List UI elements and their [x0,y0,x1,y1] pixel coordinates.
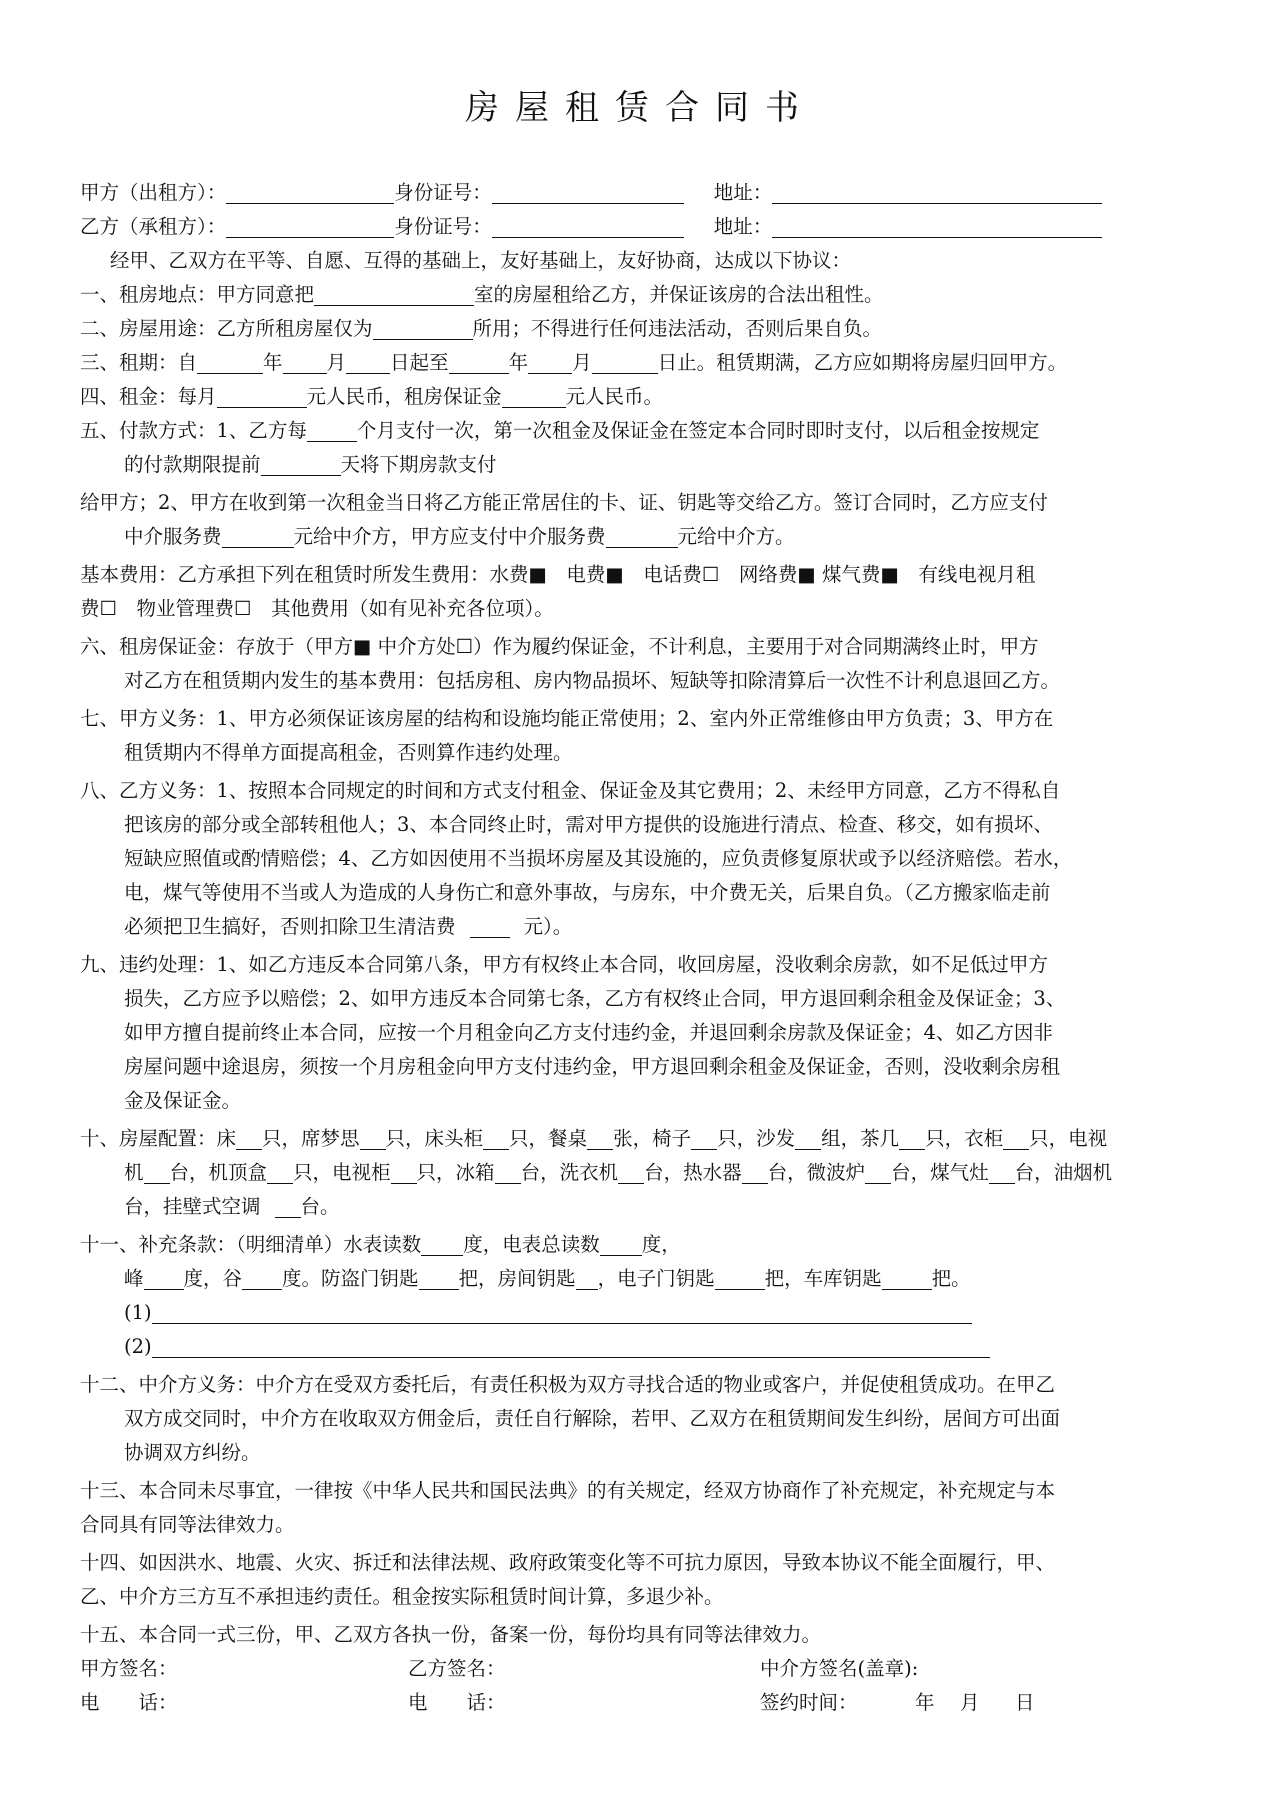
c11-room-key: 把，房间钥匙 [458,1267,576,1290]
sign-year-label: 年 [915,1691,935,1714]
usage-field[interactable] [373,315,473,340]
clause-3-month: 月 [326,351,347,374]
clause-5-text-a: 五、付款方式：1、乙方每 [80,419,307,442]
c11-power: 度，电表总读数 [463,1233,600,1256]
clause-10-line-3 [80,1190,1205,1224]
clause-6-line-2: 对乙方在租赁期内发生的基本费用：包括房租、房内物品损坏、短缺等扣除清算后一次性不计利息退回乙方。 [124,669,1061,692]
room-key-count-field[interactable] [576,1265,598,1290]
tea-table-count-field[interactable] [899,1125,925,1150]
door-key-count-field[interactable] [419,1265,459,1290]
c10-wardrobe: 只，衣柜 [925,1127,1004,1150]
party-a-phone-label[interactable]: 电 话： [80,1691,178,1714]
c10-nightstand: 只，床头柜 [385,1127,484,1150]
tv-cabinet-count-field[interactable] [391,1159,417,1184]
settop-count-field[interactable] [267,1159,293,1184]
clause-8-line-3: 短缺应照值或酌情赔偿；4、乙方如因使用不当损坏房屋及其设施的，应负责修复原状或予以经济赔偿。若水， [124,847,1073,870]
c10-bed: 十、房屋配置：床 [80,1127,237,1150]
clause-5-line-3: 给甲方；2、甲方在收到第一次租金当日将乙方能正常居住的卡、证、钥匙等交给乙方。签订合同时，乙方应支付 [80,491,1048,514]
fridge-count-field[interactable] [495,1159,521,1184]
monthly-rent-field[interactable] [217,383,307,408]
c10-washer: 台，洗衣机 [520,1161,619,1184]
party-b-address-field[interactable] [772,213,1102,238]
clause-7-line-2: 租赁期内不得单方面提高租金，否则算作违约处理。 [124,741,573,764]
table-count-field[interactable] [587,1125,613,1150]
c10-settop: 台，机顶盒 [169,1161,268,1184]
signature-row [80,1652,1205,1686]
clause-8-text-b: 元）。 [523,915,573,938]
clause-2-text-a: 二、房屋用途：乙方所租房屋仅为 [80,317,373,340]
clause-10-line-1 [80,1122,1205,1156]
cleaning-fee-field[interactable] [470,913,510,938]
clause-8-line-4: 电，煤气等使用不当或人为造成的人身伤亡和意外事故，与房东，中介费无关，后果自负。（乙方搬家临走前 [124,881,1051,904]
c11-peak: 峰 [124,1267,144,1290]
clause-9-line-4: 房屋问题中途退房，须按一个月房租金向甲方支付违约金，甲方退回剩余租金及保证金，否则，没收剩余房租 [124,1055,1061,1078]
clause-5-line-4 [80,520,1205,554]
tv-count-field[interactable] [144,1159,170,1184]
c10-tv: 只，电视 [1029,1127,1108,1150]
clause-9-line-2: 损失，乙方应予以赔偿；2、如甲方违反本合同第七条，乙方有权终止合同，甲方退回剩余租金及保证金；3、 [124,987,1066,1010]
e-key-count-field[interactable] [715,1265,765,1290]
c10-table: 只，餐桌 [509,1127,588,1150]
clause-11-line-2 [80,1262,1205,1296]
clause-3-text-a: 三、租期：自 [80,351,198,374]
clause-8-line-2: 把该房的部分或全部转租他人；3、本合同终止时，需对甲方提供的设施进行清点、检查、移交，如有损坏、 [124,813,1053,836]
power-reading-field[interactable] [600,1231,642,1256]
clause-6-line-1: 六、租房保证金：存放于（甲方■ 中介方处☐）作为履约保证金，不计利息，主要用于对合同期满终止时，甲方 [80,635,1039,658]
start-month-field[interactable] [283,349,327,374]
party-a-label: 甲方（出租方）： [80,181,227,204]
wardrobe-count-field[interactable] [1003,1125,1029,1150]
clause-3-year-2: 年 [508,351,529,374]
supplement-1 [80,1296,1205,1330]
c10-microwave: 台，微波炉 [767,1161,866,1184]
supplement-1-label: (1) [124,1301,152,1324]
party-a-addr-label: 地址： [713,181,773,204]
clause-1 [80,278,1205,312]
clause-3-text-end: 日止。租赁期满，乙方应如期将房屋归回甲方。 [657,351,1068,374]
clause-12-line-2: 双方成交同时，中介方在收取双方佣金后，责任自行解除，若甲、乙双方在租赁期间发生纠纷，居间方可出面 [124,1407,1061,1430]
end-month-field[interactable] [528,349,572,374]
supplement-2 [80,1330,1205,1364]
clause-9-line-5: 金及保证金。 [124,1089,242,1112]
clause-2-text-b: 所用；不得进行任何违法活动，否则后果自负。 [472,317,883,340]
agent-signature-label[interactable]: 中介方签名(盖章): [760,1657,919,1680]
fees-line-2: 费☐ 物业管理费☐ 其他费用（如有见补充各位项）。 [80,597,554,620]
sofa-count-field[interactable] [795,1125,821,1150]
c11-water: 十一、补充条款：（明细清单）水表读数 [80,1233,422,1256]
clause-9-line-1: 九、违约处理：1、如乙方违反本合同第八条，甲方有权终止本合同，收回房屋，没收剩余房款，如不足低过甲方 [80,953,1048,976]
contract-body [80,176,1205,1720]
clause-14-line-1: 十四、如因洪水、地震、火灾、拆迁和法律法规、政府政策变化等不可抗力原因，导致本协议不能全面履行，甲、 [80,1551,1056,1574]
phone-date-row [80,1686,1205,1720]
clause-3-until: 日起至 [390,351,449,374]
c10-tv-2: 机 [124,1161,144,1184]
party-b-phone-label[interactable]: 电 话： [408,1691,506,1714]
party-a-line [80,176,1205,210]
clause-12-line-1: 十二、中介方义务：中介方在受双方委托后，有责任积极为双方寻找合适的物业或客户，并促使租赁成功。在甲乙 [80,1373,1056,1396]
clause-4-text-a: 四、租金：每月 [80,385,217,408]
clause-4-text-c: 元人民币。 [565,385,664,408]
clause-3-month-2: 月 [572,351,592,374]
c10-sofa: 只，沙发 [717,1127,796,1150]
b-agent-fee-field[interactable] [222,523,294,548]
clause-14-line-2: 乙、中介方三方互不承担违约责任。租金按实际租赁时间计算，多退少补。 [80,1585,724,1608]
fees-line-1: 基本费用：乙方承担下列在租赁时所发生费用：水费■ 电费■ 电话费☐ 网络费■ 煤气费■ 有线电视月租 [80,563,1036,586]
sign-day-label: 日 [1015,1691,1035,1714]
supplement-2-label: (2) [124,1335,152,1358]
party-a-address-field[interactable] [772,179,1102,204]
valley-reading-field[interactable] [242,1265,282,1290]
mattress-count-field[interactable] [360,1125,386,1150]
clause-4 [80,380,1205,414]
clause-7-line-1: 七、甲方义务：1、甲方必须保证该房屋的结构和设施均能正常使用；2、室内外正常维修由甲方负责；3、甲方在 [80,707,1054,730]
clause-1-text-a: 一、租房地点：甲方同意把 [80,283,315,306]
c10-chair: 张，椅子 [613,1127,692,1150]
clause-8-text-a: 必须把卫生搞好，否则扣除卫生清洁费 [124,915,456,938]
start-year-field[interactable] [197,349,263,374]
clause-5-line-1 [80,414,1205,448]
c11-end: 把。 [931,1267,971,1290]
clause-3-year: 年 [263,351,283,374]
party-b-name-field[interactable] [226,213,394,238]
c10-tv-cabinet: 只，电视柜 [293,1161,391,1184]
c10-stove: 台，煤气灶 [891,1161,989,1184]
chair-count-field[interactable] [691,1125,717,1150]
c11-garage-key: 把，车库钥匙 [764,1267,882,1290]
stove-count-field[interactable] [989,1159,1015,1184]
nightstand-count-field[interactable] [483,1125,509,1150]
payment-months-field[interactable] [307,417,357,442]
sign-date-label[interactable]: 签约时间： [760,1691,858,1714]
party-b-id-label: 身份证号： [394,215,492,238]
c11-door-key: 度。防盗门钥匙 [282,1267,419,1290]
clause-15: 十五、本合同一式三份，甲、乙双方各执一份，备案一份，每份均具有同等法律效力。 [80,1623,822,1646]
heater-count-field[interactable] [742,1159,768,1184]
advance-days-field[interactable] [261,451,341,476]
clause-9-line-3: 如甲方擅自提前终止本合同，应按一个月租金向乙方支付违约金，并退回剩余房款及保证金；4、如乙方因非 [124,1021,1053,1044]
clause-13-line-1: 十三、本合同未尽事宜，一律按《中华人民共和国民法典》的有关规定，经双方协商作了补充规定，补充规定与本 [80,1479,1056,1502]
end-year-field[interactable] [449,349,509,374]
clause-5-text-h: 元给中介方。 [677,525,795,548]
party-b-addr-label: 地址： [713,215,773,238]
c10-hood: 台，油烟机 [1014,1161,1113,1184]
party-b-label: 乙方（承租方）： [80,215,227,238]
party-a-signature-label[interactable]: 甲方签名： [80,1657,178,1680]
bed-count-field[interactable] [236,1125,262,1150]
c10-end: 台。 [300,1195,340,1218]
party-b-line [80,210,1205,244]
washer-count-field[interactable] [618,1159,644,1184]
c10-fridge: 只，冰箱 [416,1161,495,1184]
clause-8-line-1: 八、乙方义务：1、按照本合同规定的时间和方式支付租金、保证金及其它费用；2、未经甲方同意，乙方不得私自 [80,779,1061,802]
end-day-field[interactable] [592,349,658,374]
c11-e-key: ，电子门钥匙 [597,1267,715,1290]
garage-key-count-field[interactable] [882,1265,932,1290]
party-a-name-field[interactable] [226,179,394,204]
supplement-1-field[interactable] [152,1299,972,1324]
clause-5-text-f: 中介服务费 [124,525,222,548]
clause-4-text-b: 元人民币，租房保证金 [306,385,502,408]
microwave-count-field[interactable] [865,1159,891,1184]
clause-10-line-2 [80,1156,1205,1190]
clause-12-line-3: 协调双方纠纷。 [124,1441,261,1464]
contract-title: 房屋租赁合同书 [465,88,815,128]
clause-13-line-2: 合同具有同等法律效力。 [80,1513,295,1536]
clause-5-text-g: 元给中介方，甲方应支付中介服务费 [293,525,606,548]
clause-8-line-5 [80,910,1205,944]
c11-unit: 度， [641,1233,681,1256]
clause-3 [80,346,1205,380]
party-b-id-field[interactable] [492,213,684,238]
clause-11-line-1 [80,1228,1205,1262]
clause-5-text-c: 的付款期限提前 [124,453,261,476]
c11-valley: 度，谷 [183,1267,243,1290]
deposit-field[interactable] [502,383,566,408]
ac-count-field[interactable] [275,1193,301,1218]
c10-heater: 台，热水器 [644,1161,742,1184]
c10-tea-table: 组，茶几 [821,1127,900,1150]
c10-ac: 台，挂壁式空调 [124,1195,261,1218]
clause-5-text-d: 天将下期房款支付 [340,453,497,476]
supplement-2-field[interactable] [152,1333,990,1358]
a-agent-fee-field[interactable] [606,523,678,548]
room-number-field[interactable] [314,281,474,306]
water-reading-field[interactable] [421,1231,463,1256]
peak-reading-field[interactable] [144,1265,184,1290]
clause-2 [80,312,1205,346]
party-a-id-field[interactable] [492,179,684,204]
intro-line: 经甲、乙双方在平等、自愿、互得的基础上，友好基础上，友好协商，达成以下协议： [110,249,852,272]
party-a-id-label: 身份证号： [394,181,492,204]
clause-1-text-b: 室的房屋租给乙方，并保证该房的合法出租性。 [474,283,884,306]
clause-5-text-b: 个月支付一次，第一次租金及保证金在签定本合同时即时支付，以后租金按规定 [356,419,1040,442]
sign-month-label: 月 [960,1691,980,1714]
c10-mattress: 只，席梦思 [262,1127,360,1150]
clause-5-line-2 [80,448,1205,482]
party-b-signature-label[interactable]: 乙方签名： [408,1657,506,1680]
start-day-field[interactable] [346,349,390,374]
